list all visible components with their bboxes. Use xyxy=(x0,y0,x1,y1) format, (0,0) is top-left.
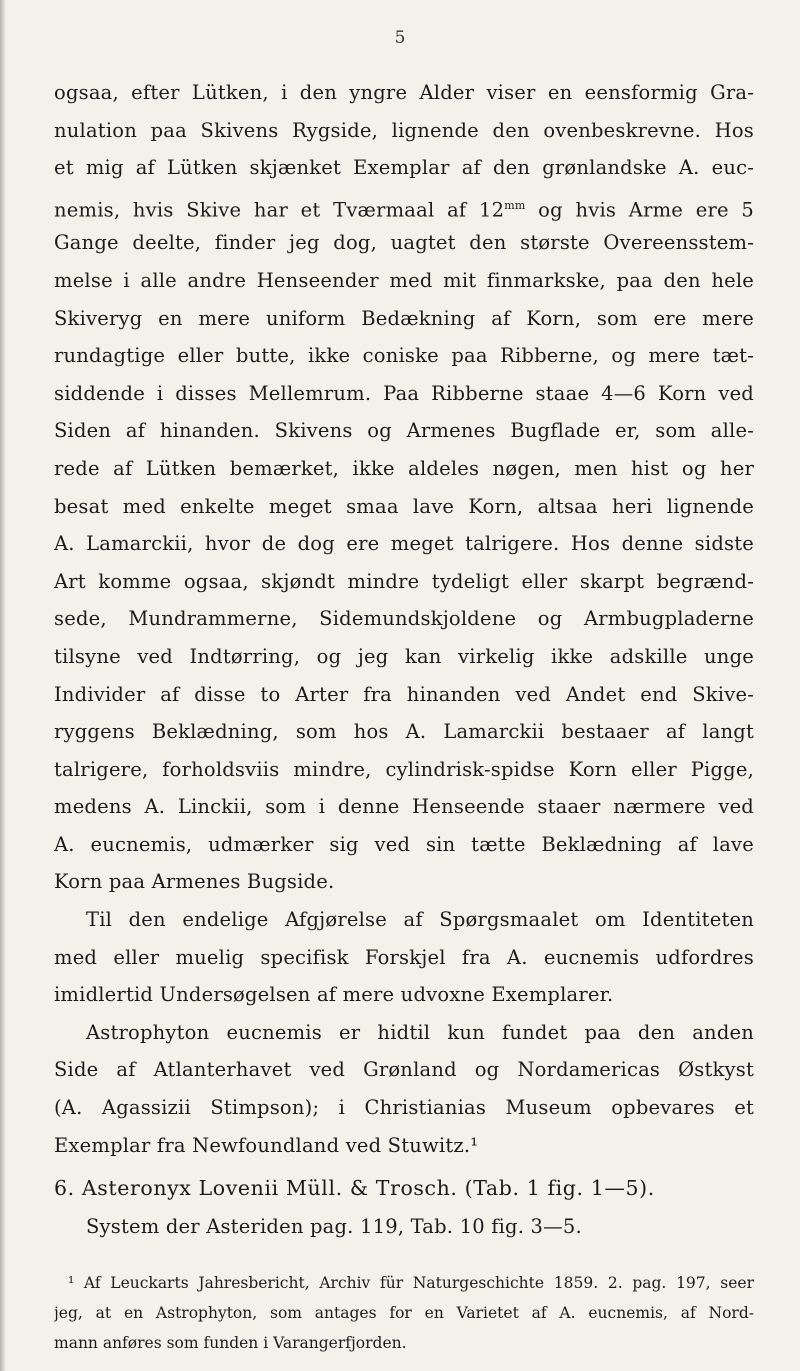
text-line: ogsaa, efter Lütken, i den yngre Alder viser en eensformig Gra- xyxy=(54,81,754,104)
paragraph-3 xyxy=(54,1014,754,1164)
text-line: Korn paa Armenes Bugside. xyxy=(54,870,335,894)
paragraph-1 xyxy=(54,74,754,901)
text-line: imidlertid Undersøgelsen af mere udvoxne Exemplarer. xyxy=(54,983,614,1007)
main-text xyxy=(54,74,754,1246)
text-line: talrigere, forholdsviis mindre, cylindrisk-spidse Korn eller Pigge, xyxy=(54,757,754,781)
heading-title: Asteronyx Lovenii Müll. & Trosch. (Tab. 1 fig. 1—5). xyxy=(81,1176,655,1201)
text-line: A. eucnemis, udmærker sig ved sin tætte Beklædning af lave xyxy=(54,832,754,856)
text-line: Siden af hinanden. Skivens og Armenes Bugflade er, som alle- xyxy=(54,419,754,443)
footnote-line: jeg, at en Astrophyton, som antages for en Varietet af A. eucnemis, af Nord- xyxy=(54,1304,754,1322)
text-line: Skiveryg en mere uniform Bedækning af Korn, som ere mere xyxy=(54,306,754,330)
footnote-line: mann anføres som funden i Varangerfjorden. xyxy=(54,1334,407,1352)
text-line: nulation paa Skivens Rygside, lignende den ovenbeskrevne. Hos xyxy=(54,118,754,142)
text-line: siddende i disses Mellemrum. Paa Ribberne staae 4—6 Korn ved xyxy=(54,381,754,405)
page-number: 5 xyxy=(394,28,406,48)
page-edge-shadow xyxy=(0,0,6,1371)
text-line: Gange deelte, finder jeg dog, uagtet den største Overeensstem- xyxy=(54,231,754,255)
text-line: medens A. Linckii, som i denne Henseende staaer nærmere ved xyxy=(54,795,754,819)
text-line: Til den endelige Afgjørelse af Spørgsmaalet om Identiteten xyxy=(86,908,754,932)
text-line: ryggens Beklædning, som hos A. Lamarckii bestaaer af langt xyxy=(54,720,754,744)
text-line: rundagtige eller butte, ikke coniske paa Ribberne, og mere tæt- xyxy=(54,344,754,368)
text-line: (A. Agassizii Stimpson); i Christianias Museum opbevares et xyxy=(54,1096,754,1120)
text-line: rede af Lütken bemærket, ikke aldeles nøgen, men hist og her xyxy=(54,456,754,480)
heading-subline: System der Asteriden pag. 119, Tab. 10 fig. 3—5. xyxy=(86,1215,582,1239)
text-line: sede, Mundrammerne, Sidemundskjoldene og Armbugpladerne xyxy=(54,607,754,631)
text-line: nemis, hvis Skive har et Tværmaal af $12^{mm}$ og hvis Arme ere 5 xyxy=(54,198,754,222)
heading-line xyxy=(54,1168,754,1208)
text-line: Art komme ogsaa, skjøndt mindre tydeligt eller skarpt begrænd- xyxy=(54,569,754,593)
footnote xyxy=(54,1268,754,1358)
heading-number: 6. xyxy=(54,1176,75,1201)
text-line: med eller muelig specifisk Forskjel fra A. eucnemis udfordres xyxy=(54,945,754,969)
text-line: besat med enkelte meget smaa lave Korn, altsaa heri lignende xyxy=(54,494,754,518)
text-line: et mig af Lütken skjænket Exemplar af den grønlandske A. euc- xyxy=(54,156,754,180)
species-heading xyxy=(54,1168,754,1246)
text-line: Side af Atlanterhavet ved Grønland og Nordamericas Østkyst xyxy=(54,1058,754,1082)
text-line: A. Lamarckii, hvor de dog ere meget talrigere. Hos denne sidste xyxy=(54,532,754,556)
text-line: Astrophyton eucnemis er hidtil kun fundet paa den anden xyxy=(86,1020,754,1044)
text-line: Individer af disse to Arter fra hinanden ved Andet end Skive- xyxy=(54,682,754,706)
footnote-line: ¹ Af Leuckarts Jahresbericht, Archiv für Naturgeschichte 1859. 2. pag. 197, seer xyxy=(68,1274,754,1292)
text-line: melse i alle andre Henseender med mit finmarkske, paa den hele xyxy=(54,268,754,292)
unit-superscript: mm xyxy=(504,198,526,212)
text-line: Exemplar fra Newfoundland ved Stuwitz.¹ xyxy=(54,1133,479,1157)
paragraph-2 xyxy=(54,901,754,1014)
text-line: tilsyne ved Indtørring, og jeg kan virkelig ikke adskille unge xyxy=(54,644,754,668)
